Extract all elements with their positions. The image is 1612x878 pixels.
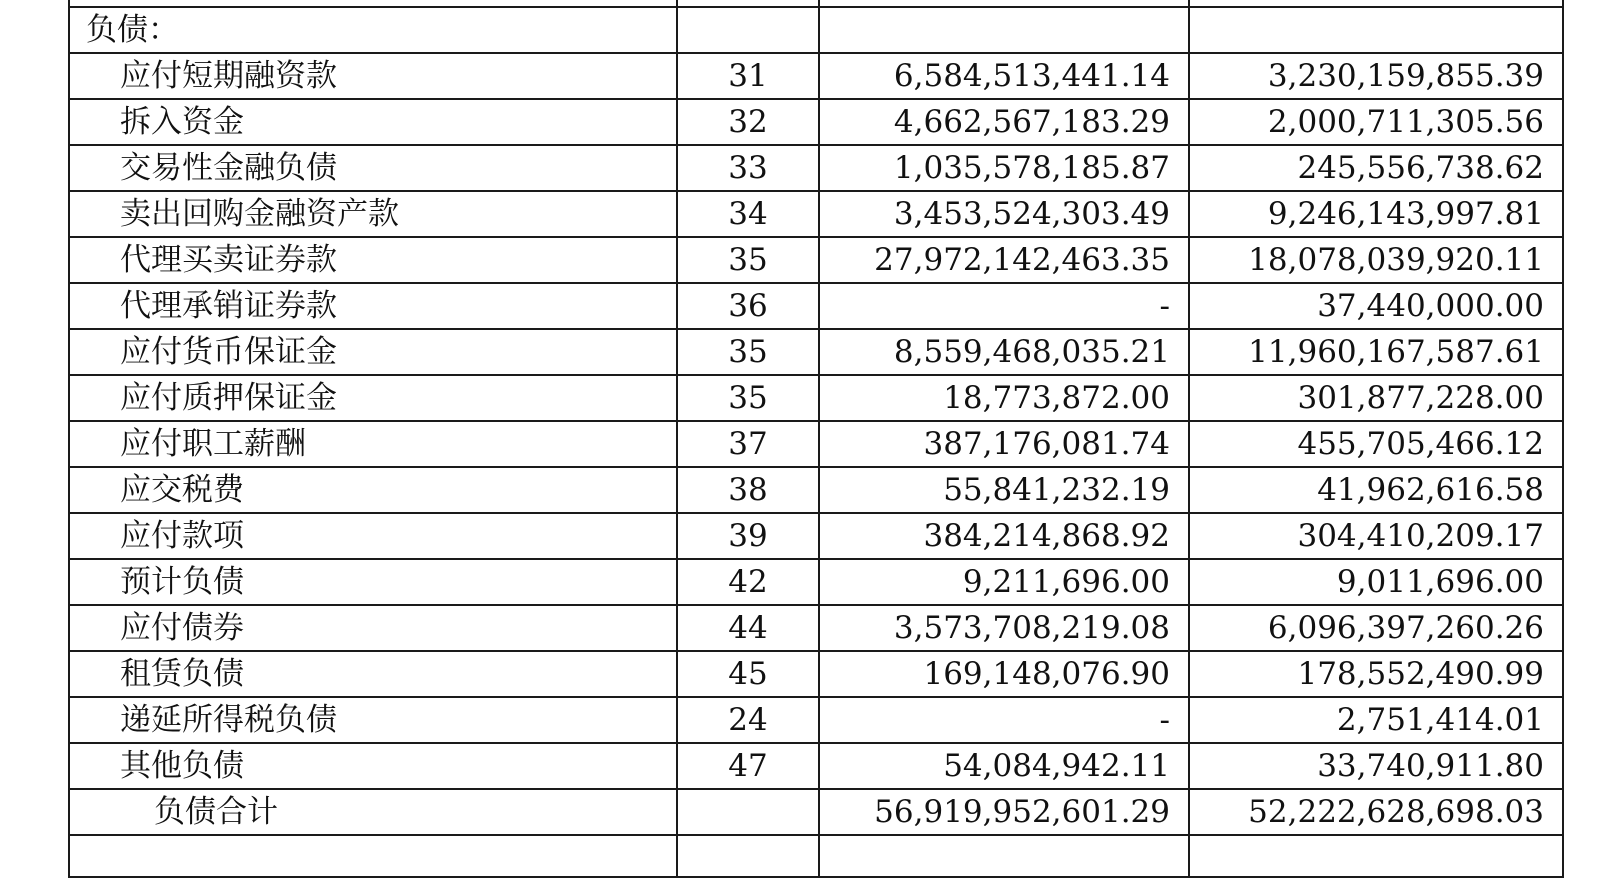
note-number: 37 bbox=[677, 421, 819, 467]
line-item-label: 应付债券 bbox=[69, 605, 677, 651]
line-item-label: 卖出回购金融资产款 bbox=[69, 191, 677, 237]
line-item-label: 代理买卖证券款 bbox=[69, 237, 677, 283]
line-item-label: 应付短期融资款 bbox=[69, 53, 677, 99]
prior-period-amount: 41,962,616.58 bbox=[1189, 467, 1563, 513]
table-row bbox=[69, 467, 1563, 513]
prior-period-amount: 2,751,414.01 bbox=[1189, 697, 1563, 743]
current-period-amount: 387,176,081.74 bbox=[819, 421, 1189, 467]
table-row bbox=[69, 53, 1563, 99]
note-number: 35 bbox=[677, 375, 819, 421]
prior-period-amount: 3,230,159,855.39 bbox=[1189, 53, 1563, 99]
line-item-label: 应交税费 bbox=[69, 467, 677, 513]
note-number: 34 bbox=[677, 191, 819, 237]
table-row-cut-bottom bbox=[69, 835, 1563, 877]
current-period-amount: 384,214,868.92 bbox=[819, 513, 1189, 559]
total-note bbox=[677, 789, 819, 835]
note-number: 24 bbox=[677, 697, 819, 743]
current-period-amount: 18,773,872.00 bbox=[819, 375, 1189, 421]
line-item-label: 递延所得税负债 bbox=[69, 697, 677, 743]
table-row bbox=[69, 559, 1563, 605]
table-row bbox=[69, 283, 1563, 329]
prior-period-amount: 9,011,696.00 bbox=[1189, 559, 1563, 605]
prior-period-amount: 301,877,228.00 bbox=[1189, 375, 1563, 421]
line-item-label: 租赁负债 bbox=[69, 651, 677, 697]
table-row bbox=[69, 513, 1563, 559]
current-period-amount: - bbox=[819, 697, 1189, 743]
section-header-row bbox=[69, 7, 1563, 53]
total-row bbox=[69, 789, 1563, 835]
note-number: 33 bbox=[677, 145, 819, 191]
table-row bbox=[69, 743, 1563, 789]
current-period-amount: 54,084,942.11 bbox=[819, 743, 1189, 789]
table-row bbox=[69, 99, 1563, 145]
liabilities-table bbox=[68, 0, 1564, 878]
section-label: 负债： bbox=[69, 7, 677, 53]
line-item-label: 应付款项 bbox=[69, 513, 677, 559]
table-row bbox=[69, 375, 1563, 421]
prior-period-amount: 37,440,000.00 bbox=[1189, 283, 1563, 329]
table-row bbox=[69, 237, 1563, 283]
current-period-amount: 3,573,708,219.08 bbox=[819, 605, 1189, 651]
table-row bbox=[69, 191, 1563, 237]
table-row bbox=[69, 421, 1563, 467]
prior-period-amount: 6,096,397,260.26 bbox=[1189, 605, 1563, 651]
current-period-amount: 6,584,513,441.14 bbox=[819, 53, 1189, 99]
note-number: 32 bbox=[677, 99, 819, 145]
current-period-amount: 169,148,076.90 bbox=[819, 651, 1189, 697]
line-item-label: 应付货币保证金 bbox=[69, 329, 677, 375]
total-current-amount: 56,919,952,601.29 bbox=[819, 789, 1189, 835]
table-row-cut-top bbox=[69, 0, 1563, 7]
table-row bbox=[69, 605, 1563, 651]
note-number: 39 bbox=[677, 513, 819, 559]
prior-period-amount: 33,740,911.80 bbox=[1189, 743, 1563, 789]
prior-period-amount: 2,000,711,305.56 bbox=[1189, 99, 1563, 145]
current-period-amount: 4,662,567,183.29 bbox=[819, 99, 1189, 145]
prior-period-amount: 11,960,167,587.61 bbox=[1189, 329, 1563, 375]
note-number: 35 bbox=[677, 329, 819, 375]
current-period-amount: 1,035,578,185.87 bbox=[819, 145, 1189, 191]
prior-period-amount: 9,246,143,997.81 bbox=[1189, 191, 1563, 237]
prior-period-amount: 455,705,466.12 bbox=[1189, 421, 1563, 467]
line-item-label: 其他负债 bbox=[69, 743, 677, 789]
line-item-label: 交易性金融负债 bbox=[69, 145, 677, 191]
current-period-amount: 8,559,468,035.21 bbox=[819, 329, 1189, 375]
prior-period-amount: 18,078,039,920.11 bbox=[1189, 237, 1563, 283]
current-period-amount: 55,841,232.19 bbox=[819, 467, 1189, 513]
note-number: 35 bbox=[677, 237, 819, 283]
total-prior-amount: 52,222,628,698.03 bbox=[1189, 789, 1563, 835]
prior-period-amount: 178,552,490.99 bbox=[1189, 651, 1563, 697]
note-number: 45 bbox=[677, 651, 819, 697]
line-item-label: 拆入资金 bbox=[69, 99, 677, 145]
note-number: 31 bbox=[677, 53, 819, 99]
table-row bbox=[69, 329, 1563, 375]
total-label: 负债合计 bbox=[69, 789, 677, 835]
prior-period-amount: 304,410,209.17 bbox=[1189, 513, 1563, 559]
prior-period-amount: 245,556,738.62 bbox=[1189, 145, 1563, 191]
line-item-label: 应付职工薪酬 bbox=[69, 421, 677, 467]
current-period-amount: - bbox=[819, 283, 1189, 329]
note-number: 42 bbox=[677, 559, 819, 605]
note-number: 38 bbox=[677, 467, 819, 513]
table-row bbox=[69, 145, 1563, 191]
note-number: 47 bbox=[677, 743, 819, 789]
note-number: 44 bbox=[677, 605, 819, 651]
current-period-amount: 3,453,524,303.49 bbox=[819, 191, 1189, 237]
note-number: 36 bbox=[677, 283, 819, 329]
table-row bbox=[69, 697, 1563, 743]
current-period-amount: 9,211,696.00 bbox=[819, 559, 1189, 605]
line-item-label: 应付质押保证金 bbox=[69, 375, 677, 421]
current-period-amount: 27,972,142,463.35 bbox=[819, 237, 1189, 283]
table-row bbox=[69, 651, 1563, 697]
line-item-label: 预计负债 bbox=[69, 559, 677, 605]
line-item-label: 代理承销证券款 bbox=[69, 283, 677, 329]
